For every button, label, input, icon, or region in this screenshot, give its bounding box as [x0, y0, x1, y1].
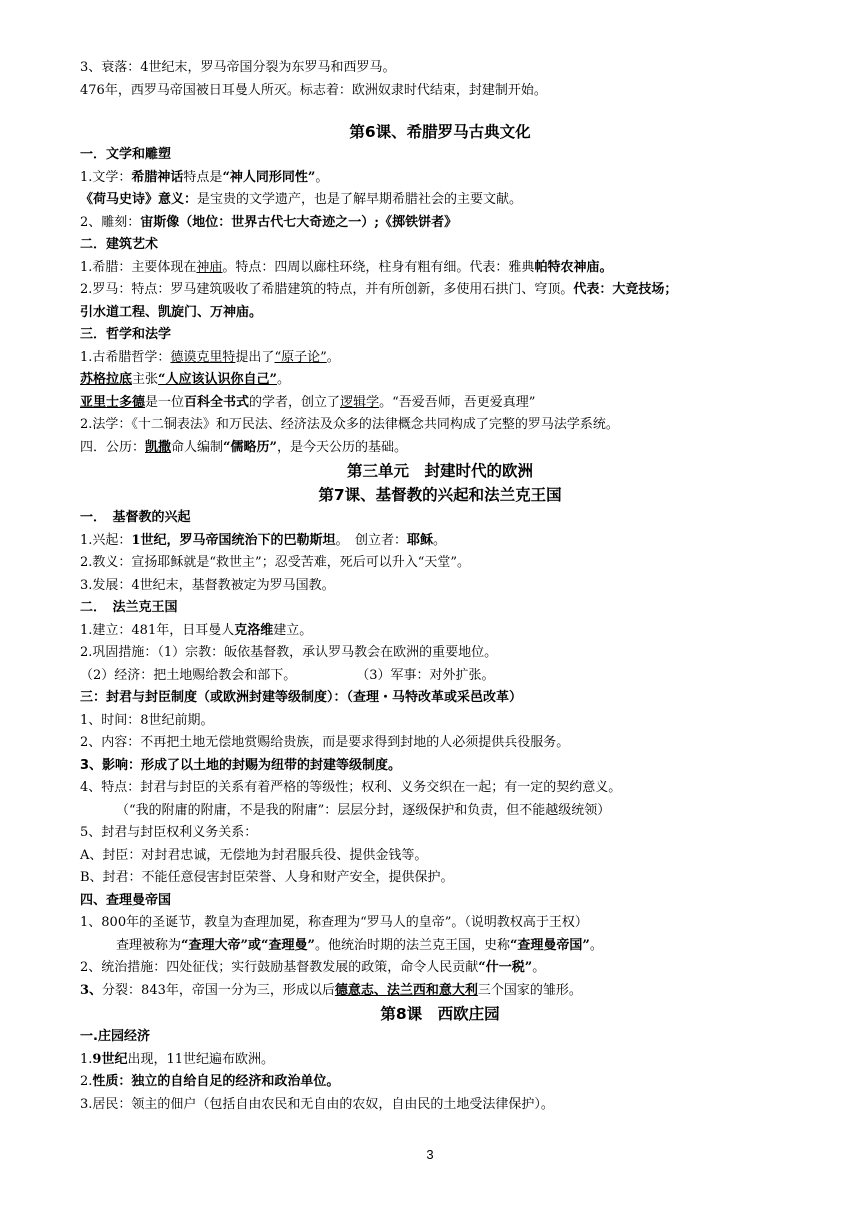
text-line: 2、统治措施：四处征伐；实行鼓励基督教发展的政策，命令人民贡献“什一税”。: [80, 960, 546, 975]
text-line: 2.法学：《十二铜表法》和万民法、经济法及众多的法律概念共同构成了完整的罗马法学系统。: [80, 417, 619, 432]
text-line: 2.教义：宣扬耶稣就是“救世主”；忍受苦难，死后可以升入“天堂”。: [80, 555, 470, 570]
text-line: 苏格拉底主张“人应该认识你自己”。: [80, 372, 291, 387]
text-line: 1.文学：希腊神话特点是“神人同形同性”。: [80, 169, 329, 185]
text-line: 亚里士多德是一位百科全书式的学者，创立了逻辑学。“吾爱吾师，吾更爱真理”: [80, 394, 536, 410]
text-line: 2、雕刻：宙斯像（地位：世界古代七大奇迹之一）;《掷铁饼者》: [80, 214, 458, 230]
text-line: B、封君：不能任意侵害封臣荣誉、人身和财产安全，提供保护。: [80, 870, 454, 885]
section-heading: 二． 法兰克王国: [80, 600, 178, 615]
section-heading: 三：封君与封臣制度（或欧洲封建等级制度）：（查理・马特改革或采邑改革）: [80, 690, 523, 705]
lesson-7-title: 第7课、基督教的兴起和法兰克王国: [318, 486, 562, 504]
text-line: 3.居民：领主的佃户（包括自由农民和无自由的农奴，自由民的土地受法律保护）。: [80, 1096, 554, 1112]
section-heading: 一.庄园经济: [80, 1029, 150, 1044]
section-heading: 一．文学和雕塑: [80, 147, 172, 162]
text-line: 1.希腊：主要体现在神庙。特点：四周以廊柱环绕，柱身有粗有细。代表：雅典帕特农神庙。: [80, 259, 613, 275]
text-line: 1、800年的圣诞节，教皇为查理加冕，称查理为“罗马人的皇帝”。（说明教权高于王权）: [80, 915, 588, 930]
text-line: 2.巩固措施：（1）宗教：皈依基督教，承认罗马教会在欧洲的重要地位。: [80, 645, 498, 660]
lesson-6-title: 第6课、希腊罗马古典文化: [349, 123, 531, 141]
text-line: 1.古希腊哲学：德谟克里特提出了“原子论”。: [80, 349, 340, 365]
text-line: 2.罗马：特点：罗马建筑吸收了希腊建筑的特点，并有所创新，多使用石拱门、穹顶。代表：大竞技场；: [80, 282, 678, 297]
page-number: 3: [426, 1147, 434, 1162]
section-heading: 三．哲学和法学: [80, 327, 172, 342]
lesson-8-title: 第8课 西欧庄园: [380, 1005, 500, 1023]
text-line: 5、封君与封臣权利义务关系：: [80, 825, 258, 840]
text-line: 2、内容：不再把土地无偿地赏赐给贵族，而是要求得到封地的人必须提供兵役服务。: [80, 735, 570, 750]
text-line: A、封臣：对封君忠诚，无偿地为封君服兵役、提供金钱等。: [80, 847, 428, 863]
text-line: （2）经济：把土地赐给教会和部下。 （3）军事：对外扩张。: [80, 667, 495, 683]
text-line: 3、影响：形成了以土地的封赐为纽带的封建等级制度。: [80, 757, 402, 773]
text-line: 1.9世纪出现，11世纪遍布欧洲。: [80, 1051, 274, 1067]
text-line: 3、分裂：843年，帝国一分为三，形成以后德意志、法兰西和意大利三个国家的雏形。: [80, 982, 582, 998]
unit-3-title: 第三单元 封建时代的欧洲: [346, 462, 533, 480]
text-line: 3、衰落：4世纪末，罗马帝国分裂为东罗马和西罗马。: [80, 60, 396, 75]
text-line: 四．公历：凯撒命人编制“儒略历”，是今天公历的基础。: [80, 439, 408, 455]
text-line: 3.发展：4世纪末，基督教被定为罗马国教。: [80, 577, 335, 593]
text-line: （“我的附庸的附庸，不是我的附庸”：层层分封，逐级保护和负责，但不能越级统领）: [116, 802, 611, 818]
text-line: 引水道工程、凯旋门、万神庙。: [80, 304, 263, 320]
text-line: 1.兴起：1世纪，罗马帝国统治下的巴勒斯坦。 创立者：耶稣。: [80, 532, 446, 548]
text-line: 4、特点：封君与封臣的关系有着严格的等级性；权利、义务交织在一起；有一定的契约意义。: [80, 780, 622, 795]
text-line: 1.建立：481年，日耳曼人克洛维建立。: [80, 622, 313, 638]
text-line: 2.性质：独立的自给自足的经济和政治单位。: [80, 1074, 340, 1089]
section-heading: 一． 基督教的兴起: [80, 510, 191, 525]
text-line: 476年，西罗马帝国被日耳曼人所灭。标志着：欧洲奴隶时代结束，封建制开始。: [80, 82, 547, 98]
text-line: 查理被称为“查理大帝”或“查理曼”。他统治时期的法兰克王国，史称“查理曼帝国”。: [116, 937, 603, 953]
text-line: 《荷马史诗》意义：是宝贵的文学遗产，也是了解早期希腊社会的主要文献。: [80, 192, 523, 207]
section-heading: 四、查理曼帝国: [80, 892, 172, 908]
text-line: 1、时间：8世纪前期。: [80, 712, 214, 728]
document-body: [80, 57, 800, 1116]
section-heading: 二．建筑艺术: [80, 237, 159, 252]
